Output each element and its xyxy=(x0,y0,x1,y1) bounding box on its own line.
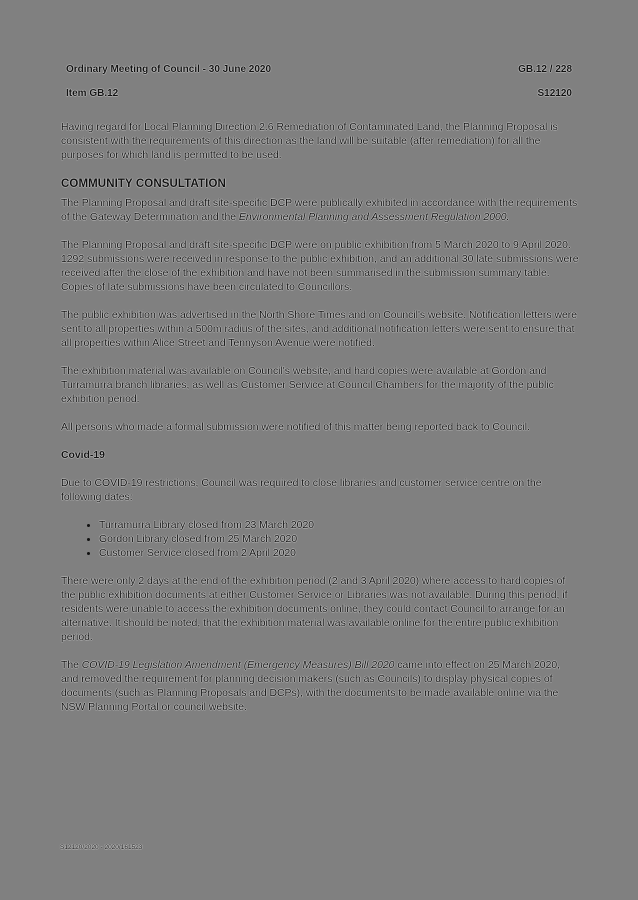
para7-suffix: came into effect on 25 March 2020, and removed the requirement for planning decision makers (such as Councils) to display physical copies of documents (such as Planning Proposals and DCPs), with the documents to be made available online via the NSW Planning Portal or council website. xyxy=(61,660,561,713)
item-label: Item GB.12 xyxy=(66,88,119,99)
covid-subheading: Covid-19 xyxy=(61,450,105,461)
para1-text: The Planning Proposal and draft site-specific DCP were publically exhibited in accordance with the requirements of the Gateway Determination and the xyxy=(61,198,578,223)
paragraph-notification: All persons who made a formal submission were notified of this matter being reported back to Council. xyxy=(61,422,530,433)
paragraph-exhibition-requirements xyxy=(61,197,579,225)
document-footer: S12120/2020 - 2020/161523 xyxy=(60,844,143,851)
page-reference: GB.12 / 228 xyxy=(518,64,572,75)
list-item: • Turramurra Library closed from 23 March 2020 xyxy=(99,519,579,533)
meeting-title: Ordinary Meeting of Council - 30 June 2020 xyxy=(66,64,272,75)
regulation-title: Environmental Planning and Assessment Regulation 2000. xyxy=(238,212,510,223)
paragraph-material-availability: The exhibition material was available on Council's website, and hard copies were available at Gordon and Turramurra branch libraries, as well as Customer Service at Council Chambers for the majority of the public exhibition period. xyxy=(61,366,554,405)
page-header xyxy=(66,64,572,75)
paragraph-covid-restrictions: Due to COVID-19 restrictions, Council was required to close libraries and customer service centre on the following dates: xyxy=(61,478,542,503)
item-header xyxy=(66,88,572,99)
paragraph-exhibition-dates: The Planning Proposal and draft site-specific DCP were on public exhibition from 5 March 2020 to 9 April 2020. 1292 submissions were received in response to the public exhibition, and an additional 30 late submissions were received after the close of the exhibition and have not been summarised in the submission summary table. Copies of late submissions have been circulated to Councillors. xyxy=(61,240,579,293)
list-item: • Gordon Library closed from 25 March 2020 xyxy=(99,533,579,547)
paragraph-legislation xyxy=(61,659,579,715)
intro-paragraph: Having regard for Local Planning Direction 2.6 Remediation of Contaminated Land, the Planning Proposal is consistent with the requirements of this direction as the land will be suitable (after remediation) for all the purposes for which land is permitted to be used. xyxy=(61,122,558,161)
list-item: • Customer Service closed from 2 April 2020 xyxy=(99,547,579,561)
section-title: COMMUNITY CONSULTATION xyxy=(61,178,226,190)
legislation-title: COVID-19 Legislation Amendment (Emergency Measures) Bill 2020 xyxy=(81,660,395,671)
document-body xyxy=(61,121,579,729)
closure-list xyxy=(61,519,579,561)
para7-prefix: The xyxy=(61,660,82,671)
file-reference: S12120 xyxy=(537,88,572,99)
paragraph-access-gap: There were only 2 days at the end of the exhibition period (2 and 3 April 2020) where access to hard copies of the public exhibition documents at either Customer Service or Libraries was not available. During this period, if residents were unable to access the exhibition documents online, they could contact Council to arrange for an alternative. It should be noted, that the exhibition material was available online for the entire public exhibition period. xyxy=(61,576,568,643)
paragraph-advertising: The public exhibition was advertised in the North Shore Times and on Council's website. Notification letters were sent to all properties within a 500m radius of the sites, and additional notification letters were sent to ensure that all properties within Alice Street and Tennyson Avenue were notified. xyxy=(61,310,578,349)
